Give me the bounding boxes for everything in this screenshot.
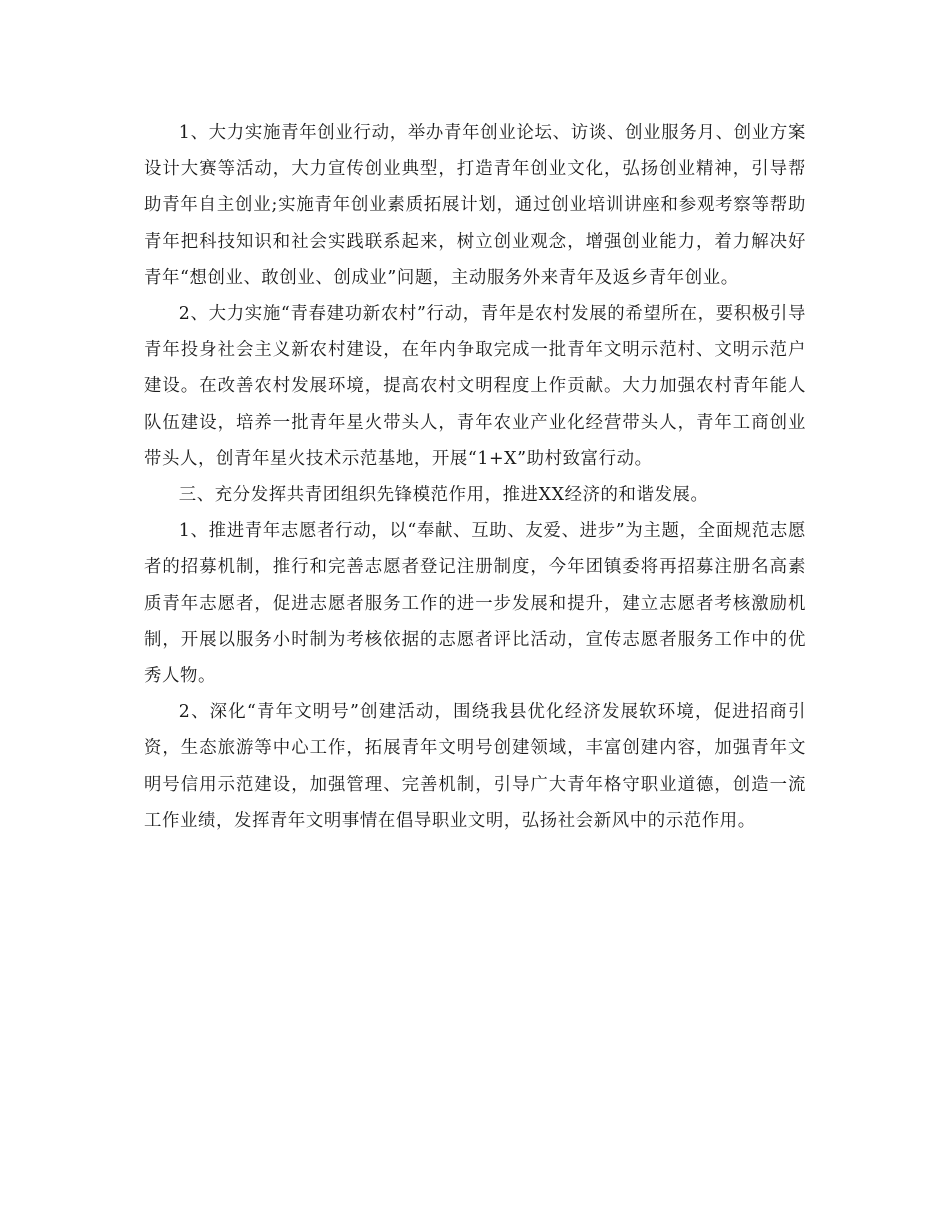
paragraph-new-countryside: 2、大力实施“青春建功新农村”行动，青年是农村发展的希望所在，要积极引导青年投身社会主义新农村建设，在年内争取完成一批青年文明示范村、文明示范户建设。在改善农村发展环境，提高农村文明程度上作贡献。大力加强农村青年能人队伍建设，培养一批青年星火带头人，青年农业产业化经营带头人，青年工商创业带头人，创青年星火技术示范基地，开展“1+X”助村致富行动。 bbox=[144, 304, 806, 469]
paragraph-youth-volunteers: 1、推进青年志愿者行动，以“奉献、互助、友爱、进步”为主题，全面规范志愿者的招募机制，推行和完善志愿者登记注册制度，今年团镇委将再招募注册名高素质青年志愿者，促进志愿者服务工作的进一步发展和提升，建立志愿者考核激励机制，开展以服务小时制为考核依据的志愿者评比活动，宣传志愿者服务工作中的优秀人物。 bbox=[144, 521, 806, 687]
document-body bbox=[144, 115, 806, 839]
section-heading-league-role: 三、充分发挥共青团组织先锋模范作用，推进XX经济的和谐发展。 bbox=[178, 485, 709, 506]
paragraph-civilization-post: 2、深化“青年文明号”创建活动，围绕我县优化经济发展软环境，促进招商引资，生态旅游等中心工作，拓展青年文明号创建领域，丰富创建内容，加强青年文明号信用示范建设，加强管理、完善机制，引导广大青年格守职业道德，创造一流工作业绩，发挥青年文明事情在倡导职业文明，弘扬社会新风中的示范作用。 bbox=[144, 702, 806, 831]
paragraph-youth-entrepreneurship: 1、大力实施青年创业行动，举办青年创业论坛、访谈、创业服务月、创业方案设计大赛等活动，大力宣传创业典型，打造青年创业文化，弘扬创业精神，引导帮助青年自主创业;实施青年创业素质拓展计划，通过创业培训讲座和参观考察等帮助青年把科技知识和社会实践联系起来，树立创业观念，增强创业能力，着力解决好青年“想创业、敢创业、创成业”问题，主动服务外来青年及返乡青年创业。 bbox=[144, 123, 806, 288]
